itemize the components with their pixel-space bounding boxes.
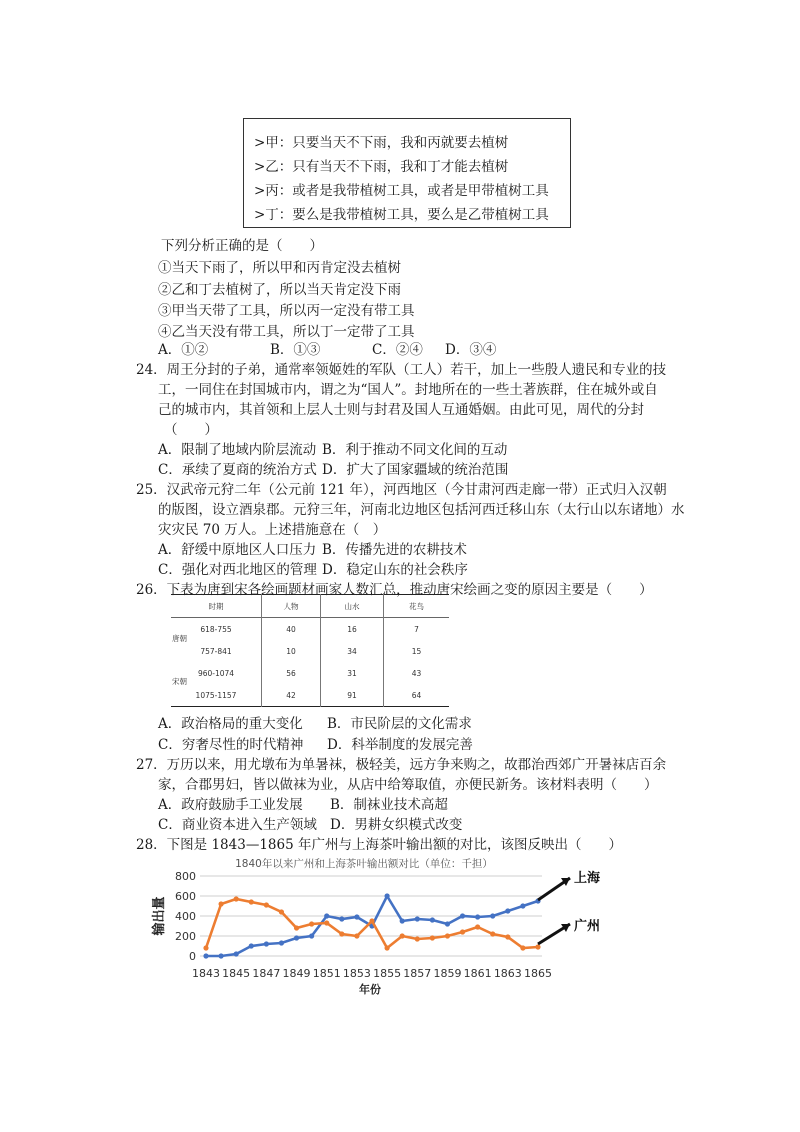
chart-gridlines: [200, 876, 542, 956]
q23-option-b[interactable]: B．①③: [270, 342, 321, 358]
q24-option-d[interactable]: D．扩大了国家疆域的统治范围: [322, 462, 509, 478]
q26-option-d[interactable]: D．科举制度的发展完善: [327, 737, 473, 753]
data-point-guangzhou: [490, 931, 495, 936]
data-point-guangzhou: [430, 935, 435, 940]
q26-stem: 26．下表为唐到宋各绘画题材画家人数汇总，推动唐宋绘画之变的原因主要是（ ）: [136, 582, 653, 598]
dynasty-label: 宋朝: [172, 677, 187, 686]
data-point-shanghai: [294, 935, 299, 940]
data-point-guangzhou: [445, 933, 450, 938]
q24-line: 己的城市内，其首领和上层人士则与封君及国人互通婚姻。由此可见，周代的分封: [158, 402, 644, 418]
q23-statement: ④乙当天没有带工具，所以丁一定带了工具: [158, 324, 415, 340]
data-point-shanghai: [460, 913, 465, 918]
q27-line: 27．万历以来，用尤墩布为单暑袜，极轻美，远方争来购之，故郡治西郊广开暑袜店百余: [136, 757, 667, 773]
data-point-shanghai: [203, 953, 208, 958]
x-tick-label: 1849: [282, 967, 311, 980]
data-point-shanghai: [279, 940, 284, 945]
table-cell: 31: [321, 662, 384, 684]
guangzhou-arrow: [538, 924, 570, 944]
q23-option-d[interactable]: D．③④: [445, 342, 497, 358]
data-point-shanghai: [415, 916, 420, 921]
q24-line: 工，一同住在封国城市内，谓之为“国人”。封地所在的一些土著族群，住在城外或自: [158, 382, 658, 398]
statement-line: >丙：或者是我带植树工具，或者是甲带植树工具: [254, 183, 549, 199]
shanghai-arrow: [538, 878, 570, 900]
table-cell: 7: [384, 618, 450, 641]
data-point-guangzhou: [354, 933, 359, 938]
guangzhou-label: 广州: [574, 919, 601, 934]
data-point-guangzhou: [384, 945, 389, 950]
table-cell: 40: [262, 618, 321, 641]
x-tick-label: 1859: [433, 967, 462, 980]
table-cell: 16: [321, 618, 384, 641]
shanghai-label: 上海: [574, 871, 601, 886]
q25-option-a[interactable]: A．舒缓中原地区人口压力: [158, 542, 317, 558]
data-point-shanghai: [475, 914, 480, 919]
y-tick-label: 400: [175, 910, 196, 923]
y-tick-label: 800: [175, 870, 196, 883]
data-point-shanghai: [234, 951, 239, 956]
x-axis-ticks: [192, 967, 552, 980]
data-point-shanghai: [445, 921, 450, 926]
data-point-guangzhou: [369, 918, 374, 923]
data-point-shanghai: [535, 898, 540, 903]
y-axis-label: 输出量: [152, 896, 167, 936]
table-cell: 618-755: [200, 624, 232, 634]
x-tick-label: 1857: [403, 967, 432, 980]
data-point-shanghai: [264, 941, 269, 946]
x-tick-label: 1855: [373, 967, 402, 980]
data-point-guangzhou: [460, 929, 465, 934]
data-point-guangzhou: [249, 899, 254, 904]
x-tick-label: 1861: [463, 967, 492, 980]
data-point-guangzhou: [415, 936, 420, 941]
shanghai-arrowhead: [561, 878, 570, 886]
q25-option-c[interactable]: C．强化对西北地区的管理: [158, 562, 317, 578]
table-cell: 64: [384, 684, 450, 707]
data-point-guangzhou: [218, 901, 223, 906]
statement-line: >丁：要么是我带植树工具，要么是乙带植树工具: [254, 207, 549, 223]
q23-statement: ②乙和丁去植树了，所以当天肯定没下雨: [158, 282, 401, 298]
data-point-guangzhou: [535, 944, 540, 949]
table-cell: 91: [321, 684, 384, 707]
data-point-guangzhou: [279, 909, 284, 914]
data-point-shanghai: [369, 923, 374, 928]
q27-option-c[interactable]: C．商业资本进入生产领域: [158, 817, 317, 833]
data-point-guangzhou: [339, 931, 344, 936]
data-point-guangzhou: [520, 945, 525, 950]
q26-option-c[interactable]: C．穷奢尽性的时代精神: [158, 737, 304, 753]
data-point-shanghai: [354, 914, 359, 919]
x-tick-label: 1847: [252, 967, 281, 980]
data-point-guangzhou: [203, 945, 208, 950]
q24-option-a[interactable]: A．限制了地域内阶层流动: [158, 442, 317, 458]
table-cell: 1075-1157: [195, 690, 237, 700]
data-point-guangzhou: [294, 925, 299, 930]
y-axis-ticks: [175, 870, 196, 963]
x-tick-label: 1865: [524, 967, 552, 980]
data-point-shanghai: [520, 903, 525, 908]
q27-option-b[interactable]: B．制袜业技术高超: [330, 797, 448, 813]
y-tick-label: 0: [189, 950, 196, 963]
data-point-shanghai: [249, 943, 254, 948]
dynasty-label: 唐朝: [172, 634, 187, 643]
data-point-guangzhou: [324, 920, 329, 925]
table-header: 时期: [208, 601, 224, 611]
statement-line: >甲：只要当天不下雨，我和丙就要去植树: [254, 135, 509, 151]
q26-option-b[interactable]: B．市民阶层的文化需求: [327, 716, 472, 732]
q24-option-c[interactable]: C．承续了夏商的统治方式: [158, 462, 317, 478]
q28-stem: 28．下图是 1843—1865 年广州与上海茶叶输出额的对比，该图反映出（ ）: [136, 837, 622, 853]
series-line-guangzhou: [206, 899, 538, 948]
table-cell: 43: [384, 662, 450, 684]
table-cell: 56: [262, 662, 321, 684]
chart-title: 1840年以来广州和上海茶叶输出额对比（单位：千担）: [235, 858, 493, 870]
table-row: [171, 618, 449, 641]
q23-statement: ③甲当天带了工具，所以丙一定没有带工具: [158, 303, 415, 319]
data-point-shanghai: [218, 953, 223, 958]
data-point-shanghai: [505, 908, 510, 913]
chart-series: [203, 893, 540, 958]
y-tick-label: 200: [175, 930, 196, 943]
q25-line: 25．汉武帝元狩二年（公元前 121 年），河西地区（今甘肃河西走廊一带）正式归入汉朝: [136, 482, 667, 498]
x-axis-label: 年份: [359, 983, 381, 996]
q23-option-c[interactable]: C．②④: [372, 342, 423, 358]
table-cell: 960-1074: [197, 668, 235, 678]
data-point-shanghai: [490, 913, 495, 918]
statement-line: >乙：只有当天不下雨，我和丁才能去植树: [254, 159, 509, 175]
q24-line: 24．周王分封的子弟，通常率领姬姓的军队（工人）若干，加上一些殷人遗民和专业的技: [136, 362, 667, 378]
data-point-guangzhou: [309, 921, 314, 926]
data-point-shanghai: [339, 916, 344, 921]
data-point-guangzhou: [234, 896, 239, 901]
data-point-guangzhou: [264, 902, 269, 907]
guangzhou-arrowhead: [561, 924, 570, 932]
q27-option-a[interactable]: A．政府鼓励手工业发展: [158, 797, 303, 813]
table-header-row: [171, 595, 449, 618]
data-point-shanghai: [430, 917, 435, 922]
q23-stem: 下列分析正确的是（ ）: [161, 238, 323, 254]
table-header: 人物: [262, 595, 321, 618]
data-point-guangzhou: [475, 924, 480, 929]
x-tick-label: 1851: [312, 967, 341, 980]
q23-statement: ①当天下雨了，所以甲和丙肯定没去植树: [158, 260, 401, 276]
table-cell: 34: [321, 640, 384, 662]
statement-box: [243, 118, 571, 228]
x-tick-label: 1863: [493, 967, 522, 980]
painter-count-table: [171, 594, 449, 707]
q27-line: 家，合郡男妇，皆以做袜为业，从店中给筹取值，亦便民新务。该材料表明（ ）: [158, 777, 658, 793]
q23-option-a[interactable]: A．①②: [158, 342, 209, 358]
table-header: 花鸟: [384, 595, 450, 618]
x-tick-label: 1845: [222, 967, 251, 980]
table-header: 山水: [321, 595, 384, 618]
q27-option-d[interactable]: D．男耕女织模式改变: [330, 817, 463, 833]
y-tick-label: 600: [175, 890, 196, 903]
table-cell: 10: [262, 640, 321, 662]
q25-option-d[interactable]: D．稳定山东的社会秩序: [322, 562, 468, 578]
table-row: [171, 640, 449, 662]
data-point-shanghai: [309, 933, 314, 938]
x-tick-label: 1853: [342, 967, 371, 980]
q25-line: 灾灾民 70 万人。上述措施意在（ ）: [158, 522, 387, 538]
q25-line: 的版图，设立酒泉郡。元狩三年，河南北边地区包括河西迁移山东（太行山以东诸地）水: [158, 502, 685, 518]
q26-option-a[interactable]: A．政治格局的重大变化: [158, 716, 303, 732]
data-point-guangzhou: [400, 933, 405, 938]
series-line-shanghai: [206, 896, 538, 956]
data-point-guangzhou: [505, 934, 510, 939]
table-cell: 757-841: [200, 646, 232, 656]
data-point-shanghai: [384, 893, 389, 898]
q24-line: （ ）: [164, 422, 218, 438]
x-tick-label: 1843: [192, 967, 220, 980]
table-cell: 15: [384, 640, 450, 662]
q25-option-b[interactable]: B．传播先进的农耕技术: [322, 542, 467, 558]
data-point-shanghai: [324, 913, 329, 918]
table-row: [171, 662, 449, 684]
table-row: [171, 684, 449, 707]
data-point-shanghai: [400, 918, 405, 923]
table-cell: 42: [262, 684, 321, 707]
q24-option-b[interactable]: B．利于推动不同文化间的互动: [322, 442, 508, 458]
